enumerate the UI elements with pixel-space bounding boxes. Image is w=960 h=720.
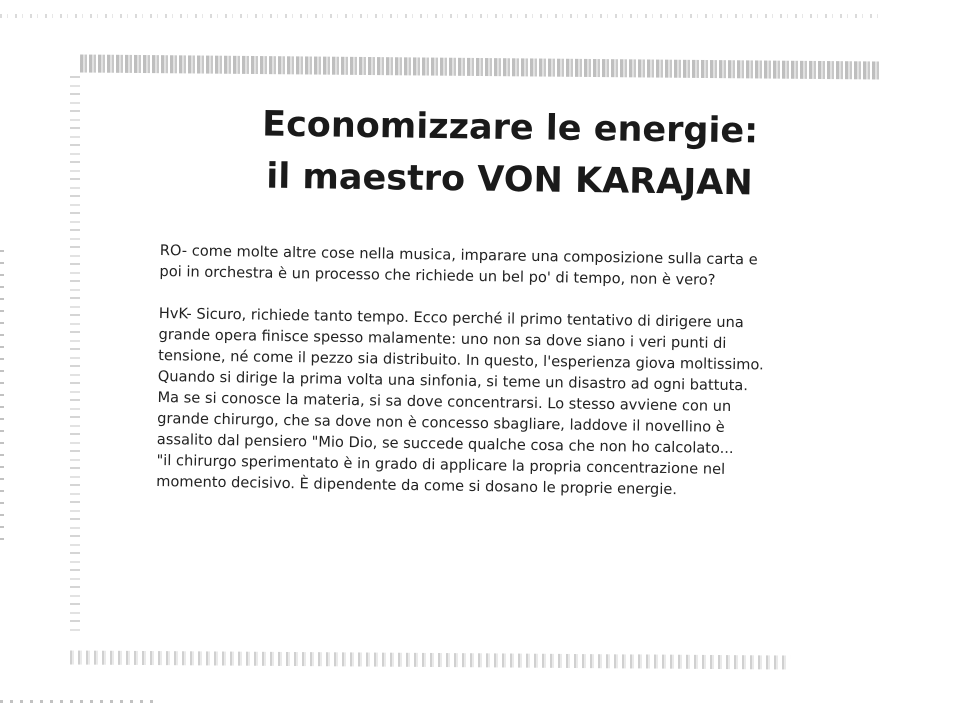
text-line: momento decisivo. È dipendente da come si dosano le proprie energie. (156, 472, 678, 499)
text-line: grande opera finisce spesso malamente: uno non sa dove siano i veri punti di (158, 325, 727, 352)
text-line: Quando si dirige la prima volta una sinfonia, si teme un disastro ad ogni battuta. (157, 367, 749, 395)
text-line: assalito dal pensiero "Mio Dio, se succede qualche cosa che non ho calcolato... (156, 430, 734, 458)
scan-noise-left (0, 250, 4, 550)
scan-noise-top (0, 14, 880, 18)
text-line: Ma se si conosce la materia, si sa dove concentrarsi. Lo stesso avviene con un (157, 388, 732, 415)
text-line: grande chirurgo, che sa dove non è concesso sbagliare, laddove il novellino è (157, 409, 725, 436)
scan-noise-bottom (0, 700, 160, 703)
paragraph-answer (156, 303, 851, 503)
title-line-2: il maestro VON KARAJAN (265, 156, 753, 204)
frame-bottom-edge (70, 650, 790, 669)
interview-text (156, 240, 852, 524)
frame-top-edge (80, 55, 880, 80)
text-line: HvK- Sicuro, richiede tanto tempo. Ecco perché il primo tentativo di dirigere una (158, 304, 744, 332)
text-line: poi in orchestra è un processo che richiede un bel po' di tempo, non è vero? (159, 262, 716, 289)
text-line: "il chirurgo sperimentato è in grado di applicare la propria concentrazione nel (156, 451, 726, 478)
text-line: tensione, né come il pezzo sia distribuito. In questo, l'esperienza giova moltissimo. (158, 346, 764, 374)
page-title (0, 95, 960, 213)
title-line-1: Economizzare le energie: (261, 104, 759, 152)
text-line: RO- come molte altre cose nella musica, imparare una composizione sulla carta e (159, 241, 758, 269)
